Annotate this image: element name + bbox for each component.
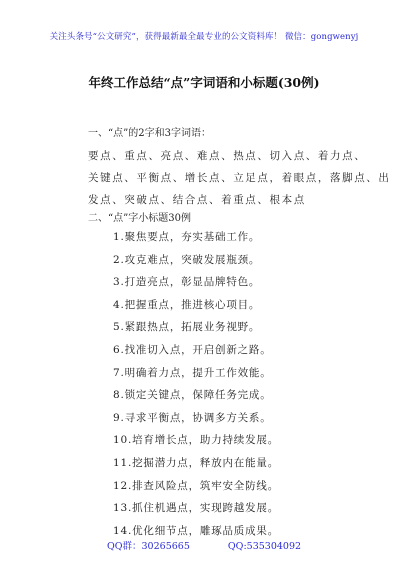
list-item-3: 3.打造亮点，彰显品牌特色。 (113, 276, 261, 288)
footer-qq-number: QQ:535304092 (227, 541, 302, 552)
word-list-line-3: 发点、突破点、结合点、着重点、根本点 (88, 194, 306, 206)
list-item-6: 6.找准切入点，开启创新之路。 (113, 344, 272, 356)
document-title: 年终工作总结“点”字词语和小标题(30例) (88, 75, 320, 90)
word-list-line-1: 要点、重点、亮点、难点、热点、切入点、着力点、 (88, 150, 367, 162)
list-item-8: 8.锁定关键点，保障任务完成。 (113, 389, 272, 401)
list-item-12: 12.排查风险点，筑牢安全防线。 (113, 480, 279, 492)
list-item-2: 2.攻克难点，突破发展瓶颈。 (113, 254, 261, 266)
list-item-14: 14.优化细节点，雕琢品质成果。 (113, 525, 279, 537)
list-item-1: 1.聚焦要点，夯实基础工作。 (113, 231, 261, 243)
footer-qq-group: QQ群：30265665 (106, 541, 190, 552)
list-item-10: 10.培育增长点，助力持续发展。 (113, 434, 279, 446)
section-2-heading: 二、“点”字小标题30例 (88, 213, 191, 224)
section-1-heading: 一、“点”的2字和3字词语： (88, 128, 211, 139)
list-item-9: 9.寻求平衡点，协调多方关系。 (113, 412, 272, 424)
list-item-4: 4.把握重点，推进核心项目。 (113, 299, 261, 311)
list-item-7: 7.明确着力点，提升工作效能。 (113, 367, 272, 379)
list-item-13: 13.抓住机遇点，实现跨越发展。 (113, 502, 279, 514)
footer-contact (0, 538, 408, 552)
header-promo-text: 关注头条号“公文研究”，获得最新最全最专业的公文资料库！ 微信：gongwenyj (49, 32, 359, 42)
list-item-11: 11.挖掘潜力点，释放内在能量。 (113, 457, 279, 469)
list-item-5: 5.紧跟热点，拓展业务视野。 (113, 321, 261, 333)
word-list-line-2: 关键点、平衡点、增长点、立足点，着眼点，落脚点、出 (88, 172, 391, 184)
